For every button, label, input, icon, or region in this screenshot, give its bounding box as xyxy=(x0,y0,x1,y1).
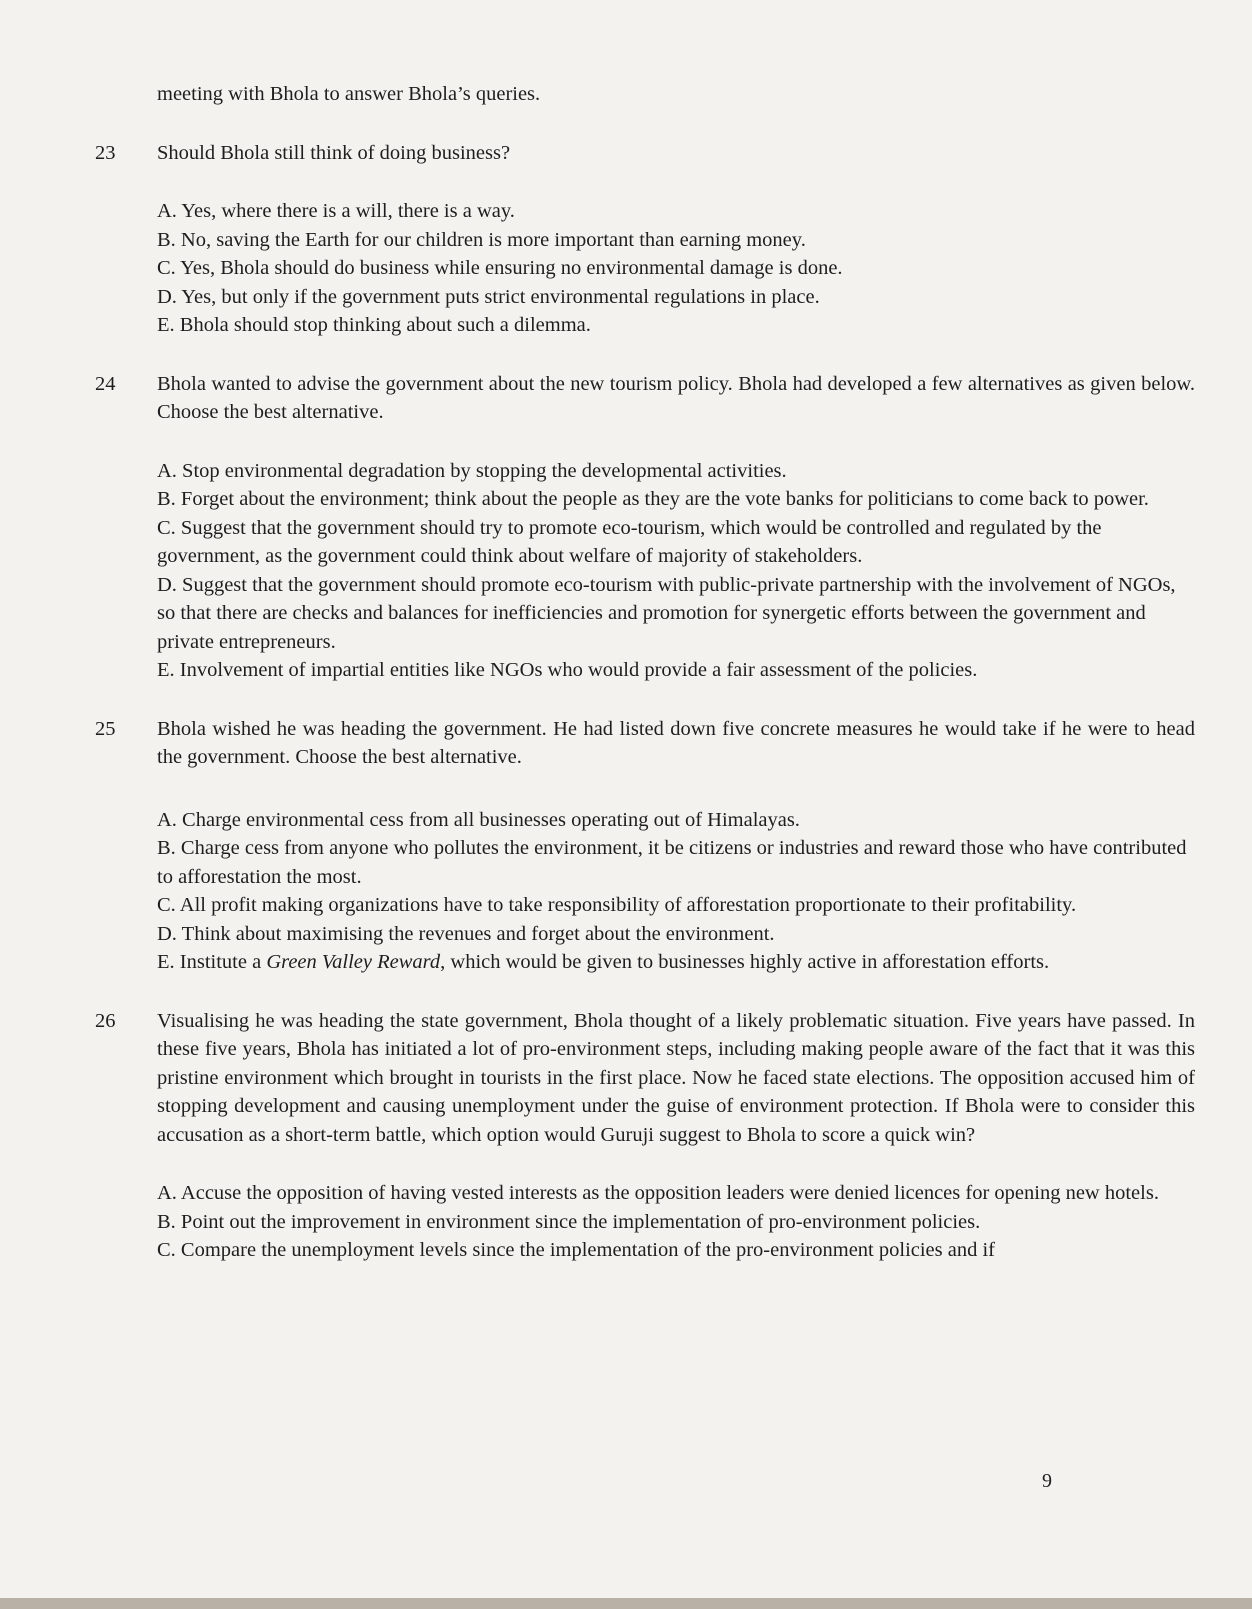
option-d: D. Yes, but only if the government puts strict environmental regulations in place. xyxy=(157,285,820,308)
option-e xyxy=(157,948,1195,977)
question-text: Bhola wished he was heading the government. He had listed down five concrete measures he would take if he were to head the government. Choose the best alternative. xyxy=(157,717,1195,768)
option-d: D. Suggest that the government should promote eco-tourism with public-private partnership with the involvement of NGOs, so that there are checks and balances for inefficiencies and promotion for synergetic efforts between the government and private entrepreneurs. xyxy=(157,573,1176,653)
option-c: C. All profit making organizations have to take responsibility of afforestation proportionate to their profitability. xyxy=(157,894,1077,916)
question-text: Visualising he was heading the state government, Bhola thought of a likely problematic situation. Five years have passed. In these five years, Bhola has initiated a lot of pro-environment steps, including making people aware of the fact that it was this pristine environment which brought in tourists in the first place. Now he faced state elections. The opposition accused him of stopping development and causing unemployment under the guise of environment protection. If Bhola were to consider this accusation as a short-term battle, which option would Guruji suggest to Bhola to score a quick win? xyxy=(157,1009,1195,1146)
question-number: 26 xyxy=(95,1009,116,1032)
option-a: A. Yes, where there is a will, there is a way. xyxy=(157,200,515,222)
intro-line: meeting with Bhola to answer Bhola’s queries. xyxy=(157,83,541,105)
option-e-suffix: , which would be given to businesses highly active in afforestation efforts. xyxy=(440,951,1050,973)
question-number: 24 xyxy=(95,372,116,395)
question-26-options xyxy=(95,1179,1195,1265)
question-24-options xyxy=(95,457,1195,685)
option-b: B. No, saving the Earth for our children is more important than earning money. xyxy=(157,228,806,251)
option-b: B. Charge cess from anyone who pollutes the environment, it be citizens or industries and reward those who have contributed to afforestation the most. xyxy=(157,837,1187,888)
question-26 xyxy=(95,1007,1195,1150)
option-c: C. Compare the unemployment levels since the implementation of the pro-environment policies and if xyxy=(157,1239,996,1261)
question-number: 25 xyxy=(95,717,116,740)
question-number: 23 xyxy=(95,141,116,164)
award-name: Green Valley Reward xyxy=(266,951,441,973)
option-b: B. Point out the improvement in environment since the implementation of pro-environment policies. xyxy=(157,1210,981,1233)
option-d: D. Think about maximising the revenues and forget about the environment. xyxy=(157,922,775,945)
question-23 xyxy=(95,139,1195,168)
option-c: C. Suggest that the government should try to promote eco-tourism, which would be controlled and regulated by the government, as the government could think about welfare of majority of stakeholders. xyxy=(157,516,1102,567)
option-a: A. Accuse the opposition of having vested interests as the opposition leaders were denied licences for opening new hotels. xyxy=(157,1182,1159,1204)
option-e: E. Involvement of impartial entities like NGOs who would provide a fair assessment of the policies. xyxy=(157,659,978,681)
option-e: E. Bhola should stop thinking about such a dilemma. xyxy=(157,314,591,336)
page-content xyxy=(95,80,1195,1265)
question-text: Should Bhola still think of doing business? xyxy=(157,141,511,164)
option-a: A. Charge environmental cess from all businesses operating out of Himalayas. xyxy=(157,808,800,831)
question-24 xyxy=(95,370,1195,427)
question-25 xyxy=(95,715,1195,772)
page-bottom-edge xyxy=(0,1598,1252,1609)
question-23-options xyxy=(95,197,1195,340)
option-e-prefix: E. Institute a xyxy=(157,951,267,973)
option-c: C. Yes, Bhola should do business while ensuring no environmental damage is done. xyxy=(157,257,843,279)
option-a: A. Stop environmental degradation by stopping the developmental activities. xyxy=(157,459,787,482)
question-text: Bhola wanted to advise the government about the new tourism policy. Bhola had developed a few alternatives as given below. Choose the best alternative. xyxy=(157,372,1195,423)
question-25-options xyxy=(95,806,1195,977)
option-b: B. Forget about the environment; think about the people as they are the vote banks for politicians to come back to power. xyxy=(157,488,1149,510)
page-number: 9 xyxy=(1042,1470,1052,1492)
